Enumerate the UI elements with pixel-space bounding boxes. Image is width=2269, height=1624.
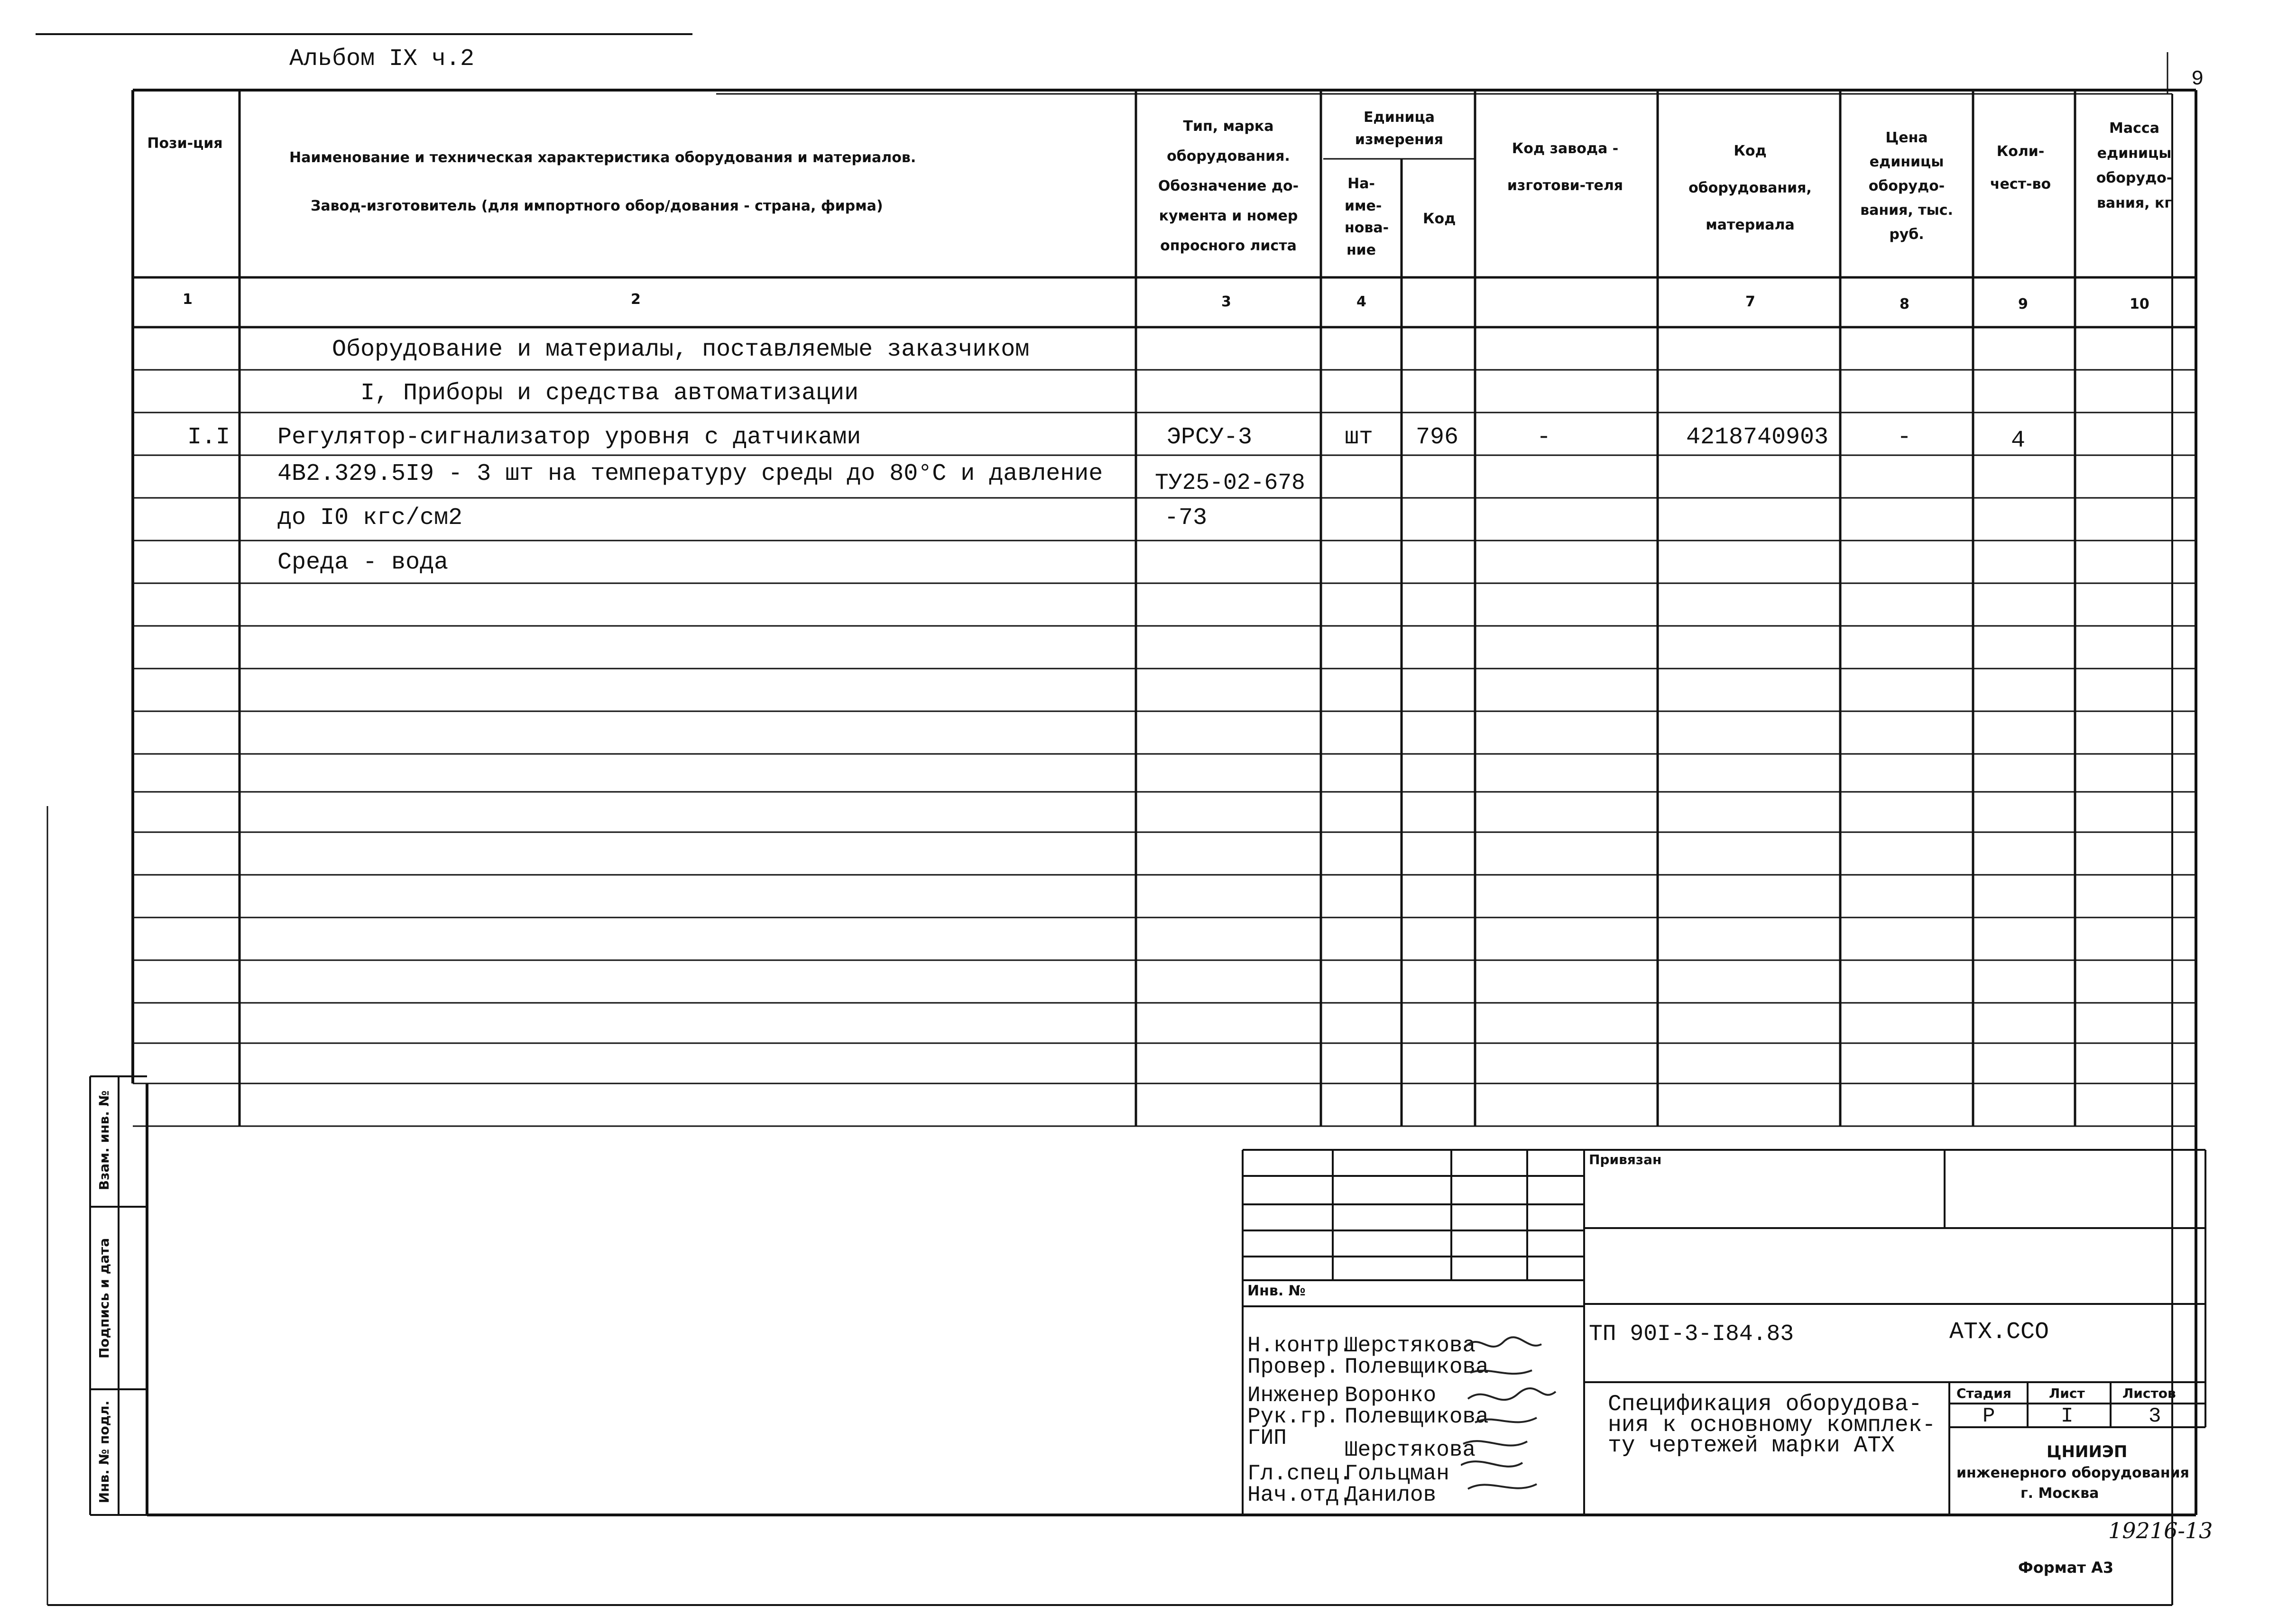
- table-row-factory-code: -: [1537, 424, 1551, 451]
- stamp-role: Рук.гр.: [1247, 1404, 1339, 1429]
- header-material-code: Код оборудования, материала: [1688, 143, 1812, 233]
- stamp-sheets-label: Листов: [2122, 1385, 2176, 1401]
- side-label-replaced-inv: Взам. инв. №: [96, 1090, 112, 1191]
- header-unit-code: Код: [1423, 211, 1456, 227]
- header-unit-group: Единица измерения: [1355, 109, 1444, 148]
- stamp-role: ГИП: [1247, 1426, 1287, 1450]
- table-row-name: 4В2.329.5I9 - 3 шт на температуру среды до 80°С и давление: [277, 460, 1103, 487]
- table-row-type: ТУ25-02-678: [1155, 470, 1305, 496]
- archive-number: 19216-13: [2108, 1518, 2213, 1543]
- stamp-title-line2: ния к основному комплек-: [1608, 1413, 1936, 1438]
- header-quantity: Коли-чест-во: [1990, 143, 2051, 193]
- col-number-8: 8: [1900, 296, 1909, 312]
- table-row-unit-code: 796: [1416, 424, 1459, 451]
- col-number-10: 10: [2130, 296, 2149, 312]
- stamp-name: Шерстякова: [1345, 1333, 1476, 1358]
- side-label-signature-date: Подпись и дата: [96, 1238, 112, 1359]
- header-name-line1: Наименование и техническая характеристика оборудования и материалов.: [289, 149, 916, 166]
- stamp-role: Н.контр.: [1247, 1333, 1352, 1358]
- stamp-doc-code: ТП 90I-3-I84.83: [1589, 1321, 1794, 1347]
- col-number-7: 7: [1745, 294, 1755, 310]
- col-number-4: 4: [1356, 294, 1366, 310]
- table-row-name: до I0 кгс/см2: [277, 505, 463, 532]
- stamp-role: Гл.спец.: [1247, 1461, 1352, 1486]
- stamp-stage-value: Р: [1983, 1404, 1995, 1428]
- stamp-title-line1: Спецификация оборудова-: [1608, 1392, 1922, 1417]
- stamp-sheet-value: I: [2061, 1404, 2074, 1428]
- header-position: Пози-ция: [147, 135, 223, 152]
- format-label: Формат А3: [2018, 1559, 2114, 1577]
- stamp-role: Провер.: [1247, 1355, 1339, 1379]
- table-row-quantity: 4: [2011, 427, 2026, 454]
- stamp-name: Шерстякова: [1345, 1438, 1476, 1462]
- signature-marks: [1461, 1328, 1584, 1498]
- header-factory-code: Код завода - изготови-теля: [1507, 140, 1623, 194]
- stamp-name: Данилов: [1345, 1483, 1437, 1507]
- table-row-name: Регулятор-сигнализатор уровня с датчиками: [277, 424, 861, 451]
- side-label-original-inv: Инв. № подл.: [96, 1400, 112, 1504]
- section-heading: Оборудование и материалы, поставляемые заказчиком: [332, 336, 1030, 363]
- stamp-sheet-label: Лист: [2049, 1385, 2085, 1401]
- stamp-org-line1: ЦНИИЭП: [2047, 1442, 2128, 1461]
- table-row-type: ЭРСУ-3: [1167, 424, 1253, 451]
- stamp-inv-no: Инв. №: [1247, 1283, 1306, 1299]
- stamp-stage-label: Стадия: [1956, 1385, 2011, 1401]
- header-mass: Масса единицы оборудо-вания, кг: [2096, 120, 2173, 211]
- table-row-unit: шт: [1345, 424, 1374, 451]
- col-number-9: 9: [2018, 296, 2028, 312]
- stamp-name: Гольцман: [1345, 1461, 1449, 1486]
- header-type: Тип, марка оборудования. Обозначение до-кумента и номер опросного листа: [1158, 118, 1299, 254]
- sheet-mark: 9: [2191, 67, 2204, 91]
- col-number-3: 3: [1221, 294, 1231, 310]
- table-row-material-code: 4218740903: [1686, 424, 1829, 451]
- stamp-privyazan: Привязан: [1589, 1152, 1662, 1167]
- col-number-1: 1: [183, 291, 193, 308]
- stamp-org-line2: инженерного оборудования: [1956, 1465, 2189, 1481]
- col-number-2: 2: [631, 291, 641, 308]
- subsection-heading: I, Приборы и средства автоматизации: [360, 380, 859, 407]
- stamp-name: Полевщикова: [1345, 1404, 1489, 1429]
- header-unit-name: На-име-нова-ние: [1345, 175, 1389, 258]
- stamp-org-line3: г. Москва: [2020, 1485, 2099, 1502]
- table-row-position: I.I: [187, 424, 231, 451]
- header-unit-price: Цена единицы оборудо-вания, тыс. руб.: [1860, 129, 1953, 243]
- stamp-role: Нач.отд.: [1247, 1483, 1352, 1507]
- stamp-name: Полевщикова: [1345, 1355, 1489, 1379]
- table-row-type: -73: [1164, 505, 1208, 532]
- stamp-mark: АТХ.ССО: [1949, 1319, 2049, 1346]
- header-name-line2: Завод-изготовитель (для импортного обор/дования - страна, фирма): [311, 198, 883, 214]
- stamp-sheets-value: 3: [2149, 1404, 2161, 1428]
- album-label: Альбом IX ч.2: [289, 46, 475, 73]
- table-row-name: Среда - вода: [277, 549, 449, 576]
- table-row-price: -: [1897, 424, 1912, 451]
- stamp-role: Инженер: [1247, 1383, 1339, 1408]
- stamp-name: Воронко: [1345, 1383, 1437, 1408]
- stamp-title-line3: ту чертежей марки АТХ: [1608, 1433, 1895, 1459]
